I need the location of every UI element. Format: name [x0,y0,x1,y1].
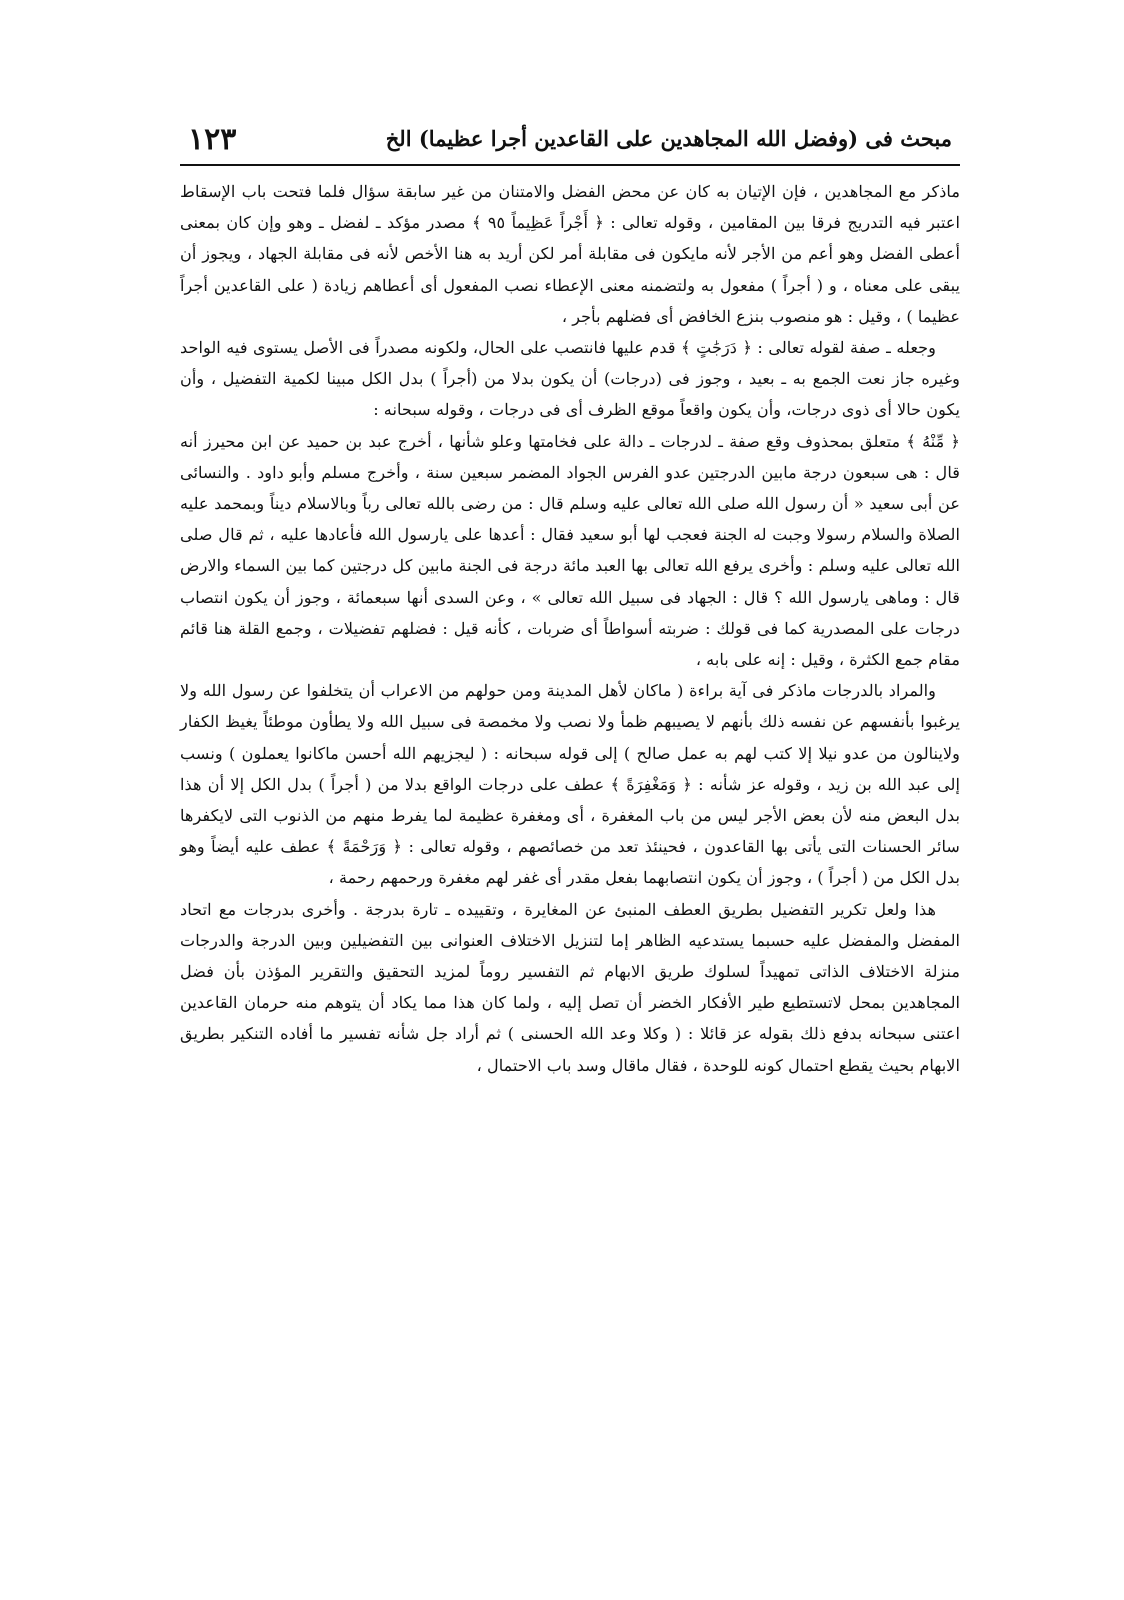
book-page [180,122,960,1081]
header-rule [180,164,960,166]
page-number: ١٢٣ [188,122,237,157]
paragraph-1: ماذكر مع المجاهدين ، فإن الإتيان به كان عن محض الفضل والامتنان من غير سابقة سؤال فلما فتحت باب الإسقاط اعتبر فيه التدريج فرقا بين المقامين ، وقوله تعالى : ﴿ أَجْراً عَظِيماً ٩٥ ﴾ مصدر مؤكد ـ لفضل ـ وهو وإن كان بمعنى أعطى الفضل وهو أعم من الأجر لأنه مايكون فى مقابلة أمر لكن أريد به هنا الأخص لأنه فى مقابلة الجهاد ، ويجوز أن يبقى على معناه ، و ( أجراً ) مفعول به ولتضمنه معنى الإعطاء نصب المفعول أى أعطاهم زيادة ( على القاعدين أجراً عظيما ) ، وقيل : هو منصوب بنزع الخافض أى فضلهم بأجر ، [180,182,960,326]
body-text [180,176,960,1081]
paragraph-3: ﴿ مِّنْهُ ﴾ متعلق بمحذوف وقع صفة ـ لدرجات ـ دالة على فخامتها وعلو شأنها ، أخرج عبد بن حميد عن ابن محيرز أنه قال : هى سبعون درجة مابين الدرجتين عدو الفرس الجواد المضمر سبعين سنة ، وأخرج مسلم وأبو داود . والنسائى عن أبى سعيد « أن رسول الله صلى الله تعالى عليه وسلم قال : من رضى بالله تعالى رباً وبالاسلام ديناً وبمحمد عليه الصلاة والسلام رسولا وجبت له الجنة فعجب لها أبو سعيد فقال : أعدها على يارسول الله فأعادها عليه ، ثم قال صلى الله تعالى عليه وسلم : وأخرى يرفع الله تعالى بها العبد مائة درجة فى الجنة مابين كل درجتين كما بين السماء والارض قال : وماهى يارسول الله ؟ قال : الجهاد فى سبيل الله تعالى » ، وعن السدى أنها سبعمائة ، وجوز أن يكون انتصاب درجات على المصدرية كما فى قولك : ضربته أسواطاً أى ضربات ، كأنه قيل : فضلهم تفضيلات ، وجمع القلة هنا قائم مقام جمع الكثرة ، وقيل : إنه على بابه ، [180,431,960,670]
paragraph-4: والمراد بالدرجات ماذكر فى آية براءة ( ماكان لأهل المدينة ومن حولهم من الاعراب أن يتخلفوا عن رسول الله ولا يرغبوا بأنفسهم عن نفسه ذلك بأنهم لا يصيبهم ظمأ ولا نصب ولا مخمصة فى سبيل الله ولا يطأون موطئاً يغيظ الكفار ولاينالون من عدو نيلا إلا كتب لهم به عمل صالح ) إلى قوله سبحانه : ( ليجزيهم الله أحسن ماكانوا يعملون ) ونسب إلى عبد الله بن زيد ، وقوله عز شأنه : ﴿ وَمَغْفِرَةً ﴾ عطف على درجات الواقع بدلا من ( أجراً ) بدل الكل إلا أن هذا بدل البعض منه لأن بعض الأجر ليس من باب المغفرة ، أى ومغفرة عظيمة لما يفرط منهم من الذنوب التى لايكفرها سائر الحسنات التى يأتى بها القاعدون ، فحينئذ تعد من خصائصهم ، وقوله تعالى : ﴿ وَرَحْمَةً ﴾ عطف عليه أيضاً وهو بدل الكل من ( أجراً ) ، وجوز أن يكون انتصابهما بفعل مقدر أى غفر لهم مغفرة ورحمهم رحمة ، [180,681,960,888]
running-title: مبحث فى (وفضل الله المجاهدين على القاعدين أجرا عظيما) الخ [385,126,952,151]
paragraph-5: هذا ولعل تكرير التفضيل بطريق العطف المنبئ عن المغايرة ، وتقييده ـ تارة بدرجة . وأخرى بدرجات مع اتحاد المفضل والمفضل عليه حسبما يستدعيه الظاهر إما لتنزيل الاختلاف العنوانى بين التفضيلين وبين الدرجة والدرجات منزلة الاختلاف الذاتى تمهيداً لسلوك طريق الابهام ثم التفسير روماً لمزيد التحقيق والتقرير المؤذن بأن فضل المجاهدين بمحل لاتستطيع طير الأفكار الخضر أن تصل إليه ، ولما كان هذا مما يكاد أن يتوهم منه حرمان القاعدين اعتنى سبحانه بدفع ذلك بقوله عز قائلا : ( وكلا وعد الله الحسنى ) ثم أراد جل شأنه تفسير ما أفاده التنكير بطريق الابهام بحيث يقطع احتمال كونه للوحدة ، فقال ماقال وسد باب الاحتمال ، [180,899,960,1075]
paragraph-2: وجعله ـ صفة لقوله تعالى : ﴿ دَرَجَٰتٍ ﴾ قدم عليها فانتصب على الحال، ولكونه مصدراً فى الأصل يستوى فيه الواحد وغيره جاز نعت الجمع به ـ بعيد ، وجوز فى (درجات) أن يكون بدلا من (أجراً ) بدل الكل مبينا لكمية التفضيل ، وأن يكون حالا أى ذوى درجات، وأن يكون واقعاً موقع الظرف أى فى درجات ، وقوله سبحانه : [180,338,960,420]
page-header [180,122,960,168]
